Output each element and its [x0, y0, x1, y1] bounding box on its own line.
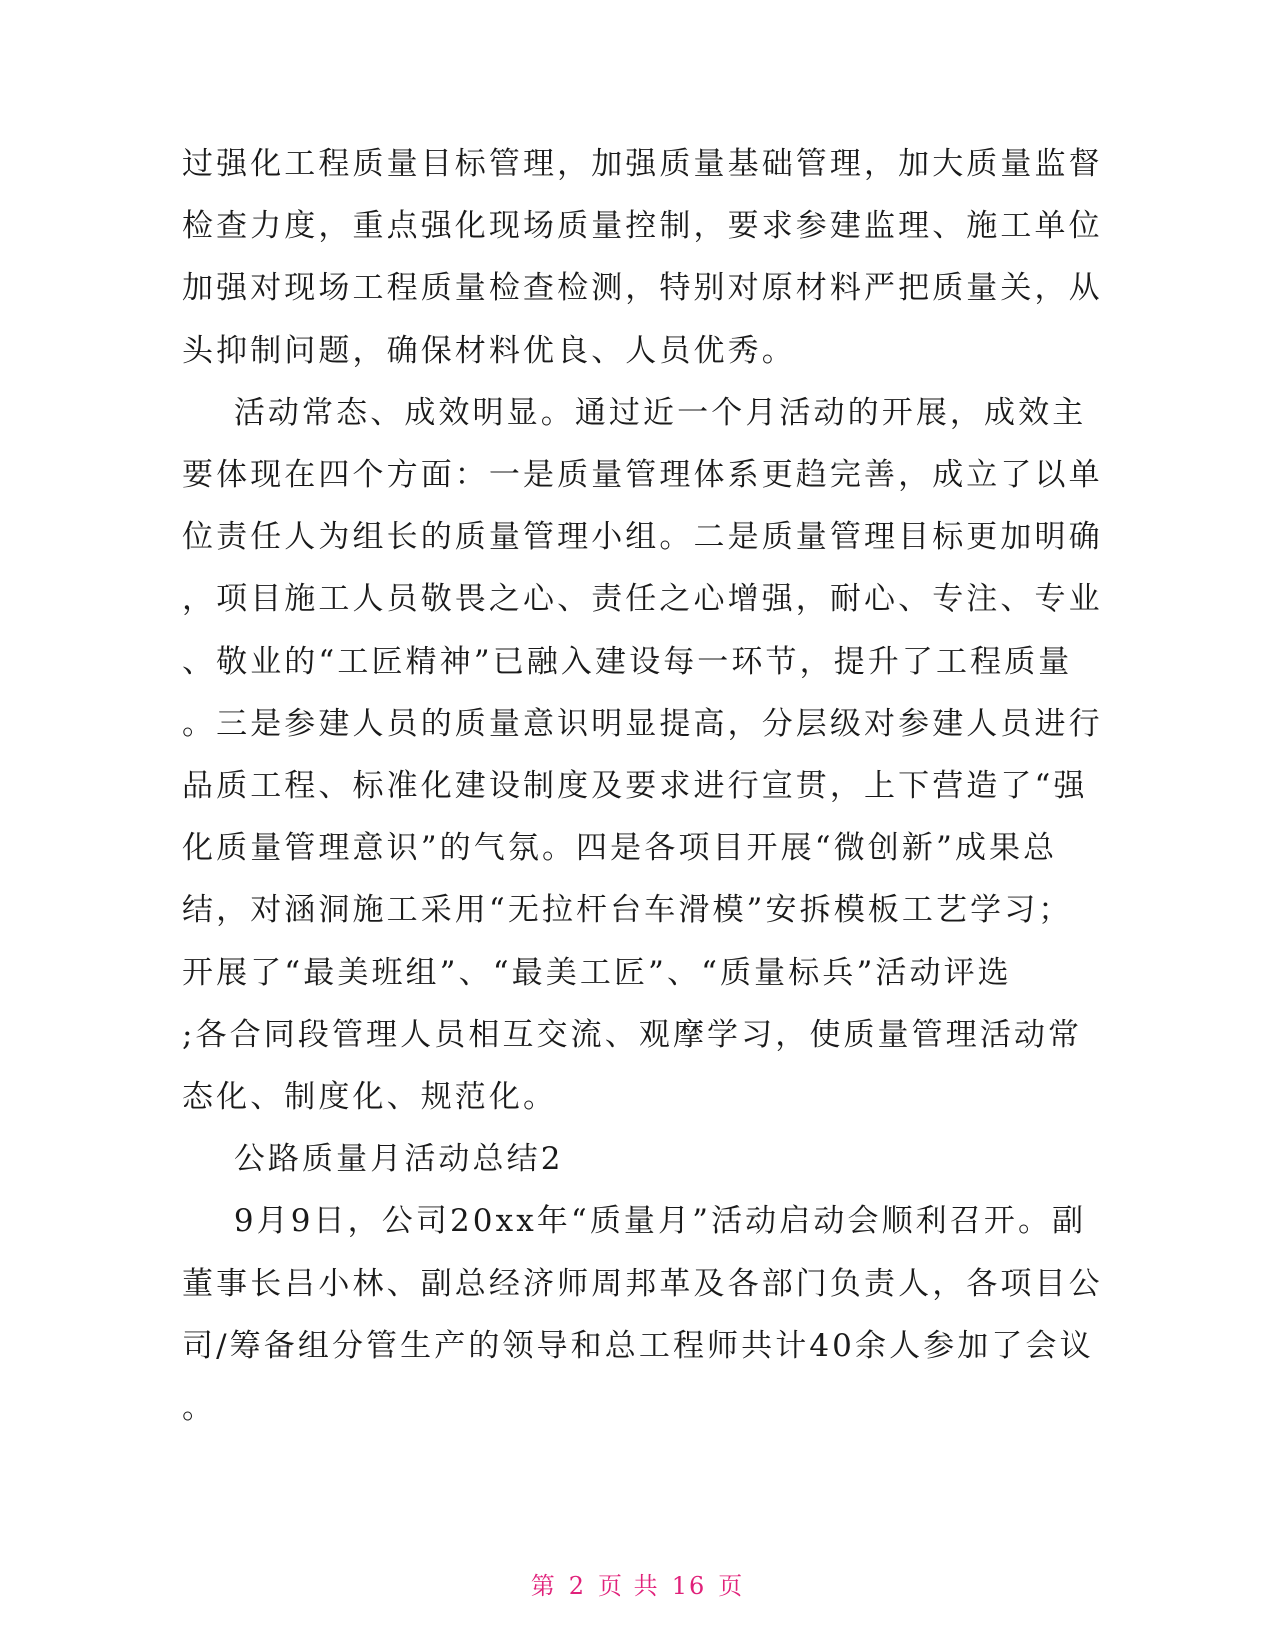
text-line: 态化、制度化、规范化。 [182, 1079, 558, 1115]
text-line: 开展了“最美班组”、“最美工匠”、“质量标兵”活动评选 [182, 954, 1012, 991]
text-line: 结，对涵洞施工采用“无拉杆台车滑模”安拆模板工艺学习； [182, 892, 1073, 929]
text-line: 。 [182, 1390, 217, 1426]
text-line: ;各合同段管理人员相互交流、观摩学习，使质量管理活动常 [182, 1016, 1083, 1053]
text-line: 品质工程、标准化建设制度及要求进行宣贯，上下营造了“强 [182, 768, 1088, 804]
footer-suffix: 页 [718, 1572, 745, 1600]
text-line: ，项目施工人员敬畏之心、责任之心增强，耐心、专注、专业 [182, 581, 1103, 618]
text-line: 司/筹备组分管生产的领导和总工程师共计40余人参加了会议 [182, 1327, 1094, 1364]
footer-page-number: 2 [568, 1572, 587, 1600]
text-line: 。三是参建人员的质量意识明显提高，分层级对参建人员进行 [182, 705, 1103, 742]
text-line: 头抑制问题，确保材料优良、人员优秀。 [182, 332, 796, 369]
text-line: 检查力度，重点强化现场质量控制，要求参建监理、施工单位 [182, 208, 1103, 245]
text-line: 活动常态、成效明显。通过近一个月活动的开展，成效主 [182, 394, 1087, 431]
text-line: 加强对现场工程质量检查检测，特别对原材料严把质量关，从 [182, 270, 1103, 307]
footer-prefix: 第 [530, 1572, 557, 1600]
text-line: 位责任人为组长的质量管理小组。二是质量管理目标更加明确 [182, 519, 1103, 556]
footer-total-pages: 16 [671, 1572, 707, 1600]
text-line: 、敬业的“工匠精神”已融入建设每一环节，提升了工程质量 [182, 643, 1073, 680]
page-footer [0, 1566, 1275, 1601]
text-line: 化质量管理意识”的气氛。四是各项目开展“微创新”成果总 [182, 830, 1058, 867]
text-line: 要体现在四个方面：一是质量管理体系更趋完善，成立了以单 [182, 457, 1103, 493]
footer-middle: 页 共 [598, 1572, 660, 1600]
text-line: 董事长吕小林、副总经济师周邦革及各部门负责人，各项目公 [182, 1265, 1103, 1302]
text-line: 过强化工程质量目标管理，加强质量基础管理，加大质量监督 [182, 146, 1103, 182]
text-line: 9月9日，公司20xx年“质量月”活动启动会顺利召开。副 [182, 1203, 1087, 1240]
text-line: 公路质量月活动总结2 [182, 1141, 564, 1178]
